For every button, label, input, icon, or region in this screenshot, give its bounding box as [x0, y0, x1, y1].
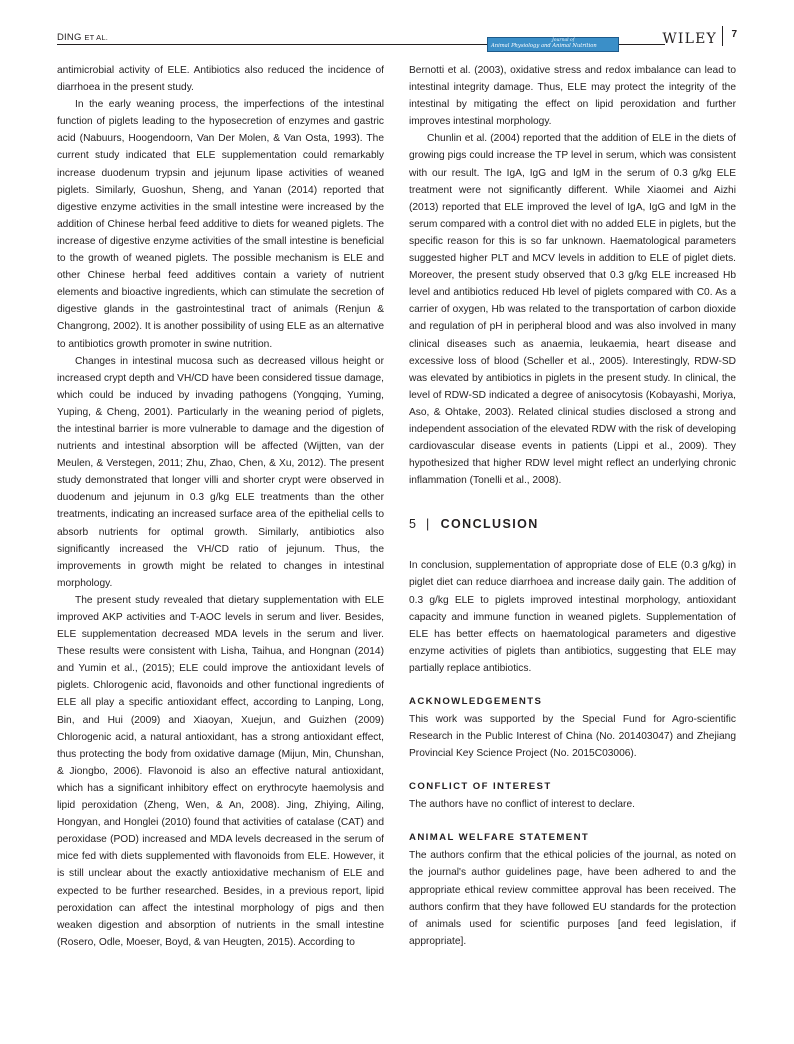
- welfare-text: The authors confirm that the ethical policies of the journal, as noted on the journal's author guidelines page, have been adhered to and the appropriate ethical review committee approval has been received. The authors confirm that they have followed EU standards for the protection of animals used for scientific purposes [and feed legislation, if appropriate].: [409, 850, 736, 947]
- journal-logo-line2: Animal Physiology and Animal Nutrition: [491, 43, 597, 49]
- acknowledgements-heading: ACKNOWLEDGEMENTS: [409, 696, 543, 707]
- conflict-heading: CONFLICT OF INTEREST: [409, 781, 552, 793]
- section-title: CONCLUSION: [440, 517, 539, 532]
- page-number: 7: [731, 29, 737, 40]
- acknowledgements-text: This work was supported by the Special Fund for Agro-scientific Research in the Public Interest of China (No. 201403047) and Zhejiang Provincial Key Science Project (No. 2015C03006).: [409, 714, 736, 760]
- journal-logo-line1: Journal of: [552, 38, 575, 43]
- header-divider: [722, 26, 723, 46]
- body-paragraph: The present study revealed that dietary supplementation with ELE improved AKP activities and T-AOC levels in serum and liver. Besides, ELE supplementation decreased MDA levels in the serum and liver. These results were consistent with Lisha, Taihua, and Hongnan (2014) and Yumin et al., (2015); ELE could improve the antioxidant levels of piglets. Chlorogenic acid, flavonoids and other functional ingredients of ELE all play a specific antioxidant effect, according to Lanping, Long, Bin, and Hui (2009) and Xiaoyan, Xuejun, and Guizhen (2009) Chlorogenic acid, a natural antioxidant, has a strong antioxidant effect, thus protecting the body from oxidative damage (Mijun, Min, Chunshan, & Jiongbo, 2006). Flavonoid is also an effective natural antioxidant, which has a significant inhibitory effect on erythrocyte haemolysis and lipid peroxidation (Zheng, Wen, & An, 2008). Jing, Zhiying, Ailing, Hongyan, and Honglei (2010) found that activities of catalase (CAT) and peroxidase (POD) increased and MDA levels decreased in the serum of mice fed with diets supplemented with flavonoids from ELE. However, it is still unclear about the exactly antioxidative mechanism of ELE and expected to be further researched. Besides, in a previous report, lipid peroxidation can affect the intestinal morphology of pigs and then weaken digestion and absorption of nutrients in the small intestine (Rosero, Odle, Moeser, Boyd, & van Heugten, 2015). According to: [57, 594, 384, 948]
- body-paragraph: Changes in intestinal mucosa such as decreased villous height or increased crypt depth and VH/CD have been considered tissue damage, which could be induced by invading pathogens (Yongqing, Yuming, Yuping, & Cheng, 2001). Particularly in the weaning period of piglets, the intestinal barrier is more vulnerable to damage and the digestion of nutrients and intestinal absorption will be affected (Wijtten, van der Meulen, & Verstegen, 2011; Zhu, Zhao, Chen, & Xu, 2012). The present study demonstrated that longer villi and shorter crypt were observed in duodenum and jejunum in 0.3 g/kg ELE treatments than the other treatments, indicating an increased surface area of the epithelial cells to absorb nutrients for optimal growth. Similarly, antibiotics also significantly increased the VH/CD ratio of jejunum. Thus, the improvements in growth might be related to changes in intestinal morphology.: [57, 355, 384, 589]
- section-number: 5: [409, 517, 416, 532]
- body-paragraph: Chunlin et al. (2004) reported that the addition of ELE in the diets of growing pigs could increase the TP level in serum, which was consistent with our result. The IgA, IgG and IgM in the serum of 0.3 g/kg ELE treatment were not significantly different. While Xiaomei and Aizhi (2013) reported that ELE improved the level of IgA, IgG and IgM in the serum compared with a control diet with no added ELE in piglets, but the specific reason for this is so far unknown. Haematological parameters suggested higher PLT and MCV levels in addition to ELE of piglet diets. Moreover, the present study observed that 0.3 g/kg ELE increased Hb level and antibiotics reduced Hb level of piglets compared with C0. As a carrier of oxygen, Hb was related to the transportation of carbon dioxide and regulation of pH in peripheral blood and was also involved in many clinical diseases such as anaemia, leukaemia, heart disease and excessive loss of blood (Scheller et al., 2005). Interestingly, RDW-SD was elevated by antibiotics in piglets in the present study. In clinical, the level of RDW-SD indicated a degree of anisocytosis (Kobayashi, Moriya, Aso, & Ohtake, 2003). Related clinical studies disclosed a strong and independent association of the elevated RDW with the risk of developing cardiovascular disease events in patients (Lippi et al., 2009). They hypothesized that higher RDW level might reflect an underlying chronic inflammation (Tonelli et al., 2008).: [409, 133, 736, 487]
- running-author: [57, 32, 108, 43]
- author-name: DING: [57, 32, 82, 43]
- section-heading-conclusion: [409, 516, 736, 532]
- publisher-logo: WILEY: [662, 31, 717, 47]
- body-paragraph: In the early weaning process, the imperfections of the intestinal function of piglets leading to the hyposecretion of enzymes and gastric acid (Nabuurs, Hoogendoorn, Van Der Molen, & Van Osta, 1993). The current study indicated that ELE supplementation could remarkably increase duodenum trypsin and jejunum lipase activities of weaned piglets. Similarly, Guoshun, Sheng, and Yanan (2014) reported that digestive enzyme activities in the small intestine were increased by the addition of Chinese herbal feed additive to diets for weaned piglets. The increase of digestive enzyme activities of the small intestine is beneficial to the growth of weaned piglets. The possible mechanism is ELE and other Chinese herbal feed additives contain a variety of nutrient elements and bioactive ingredients, which can stimulate the secretion of digestive glands in the gastrointestinal tract of animals (Renjun & Changrong, 2002). It is another possibility of using ELE as an alternative to antibiotics growth promoter in swine nutrition.: [57, 99, 384, 350]
- conflict-text: The authors have no conflict of interest to declare.: [409, 799, 635, 811]
- welfare-heading: ANIMAL WELFARE STATEMENT: [409, 832, 590, 844]
- section-separator: |: [425, 517, 431, 532]
- running-header: [57, 28, 737, 50]
- left-column: [57, 62, 384, 951]
- body-paragraph: antimicrobial activity of ELE. Antibiotics also reduced the incidence of diarrhoea in the present study.: [57, 65, 384, 94]
- right-column: [409, 62, 736, 950]
- author-et-al: ET AL.: [84, 33, 108, 42]
- journal-logo: [487, 37, 619, 52]
- body-paragraph: Bernotti et al. (2003), oxidative stress and redox imbalance can lead to intestinal integrity damage. Thus, ELE may protect the integrity of the intestinal by mitigating the effect on lipid peroxidation and further improves intestinal morphology.: [409, 65, 736, 128]
- conclusion-text: In conclusion, supplementation of appropriate dose of ELE (0.3 g/kg) in piglet diet can reduce diarrhoea and increase daily gain. The addition of 0.3 g/kg ELE to piglets improved intestinal morphology, antioxidant capacity and immune function in weaned piglets. Supplementation of ELE has better effects on haematological parameters and digestive enzyme activities of piglets than antibiotics, suggesting that ELE may partially replace antibiotics.: [409, 560, 736, 674]
